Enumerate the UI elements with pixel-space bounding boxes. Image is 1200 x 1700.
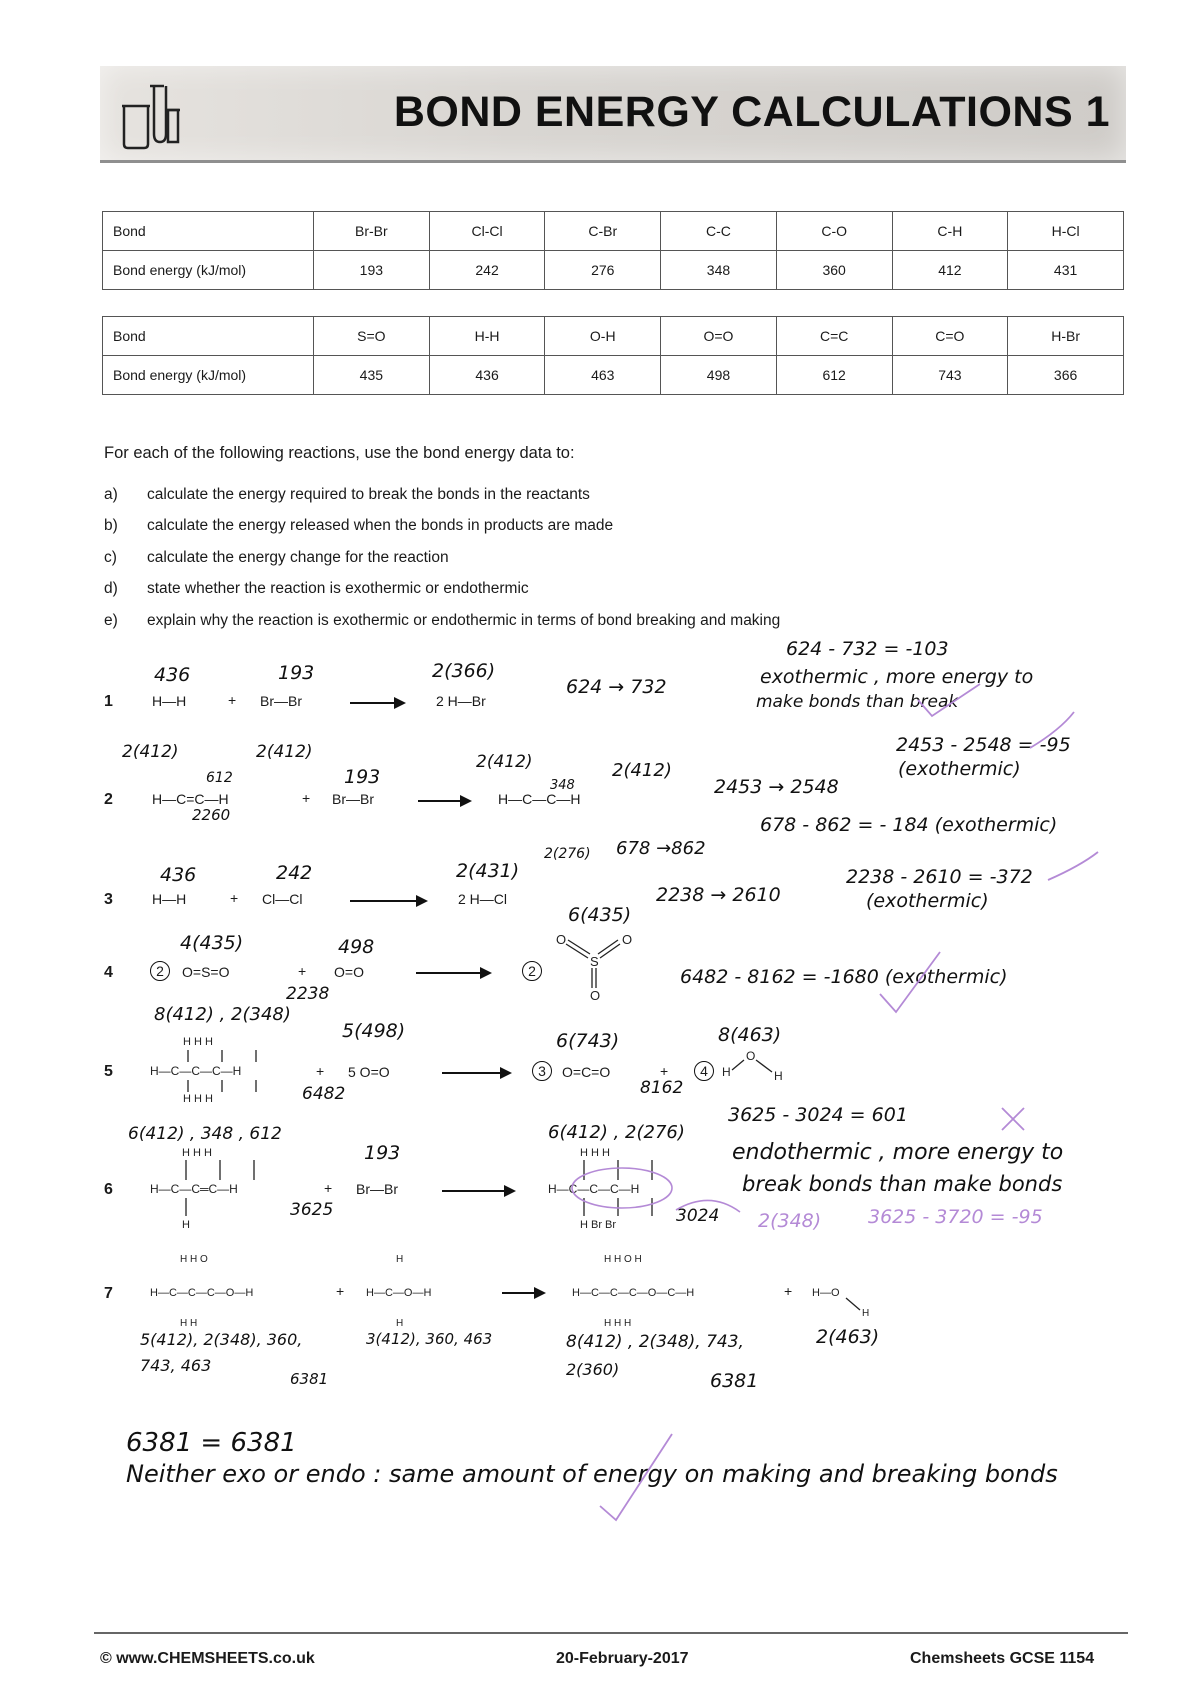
svg-text:H: H bbox=[722, 1065, 731, 1079]
table-cell: C-C bbox=[661, 212, 777, 251]
svg-text:H H H: H H H bbox=[580, 1147, 610, 1159]
plus-sign: + bbox=[784, 1283, 793, 1299]
handwritten-note: endothermic , more energy to bbox=[732, 1140, 1064, 1165]
conclusion-line-1: 6381 = 6381 bbox=[126, 1428, 297, 1458]
svg-text:H: H bbox=[396, 1318, 404, 1329]
footer-divider bbox=[94, 1632, 1128, 1634]
table-cell: H-H bbox=[429, 317, 545, 356]
svg-text:H H: H H bbox=[180, 1318, 198, 1329]
table-cell: S=O bbox=[314, 317, 430, 356]
handwritten-note: 5(412), 2(348), 360, bbox=[140, 1330, 303, 1349]
handwritten-note: 193 bbox=[278, 662, 315, 684]
table-cell: C=O bbox=[892, 317, 1008, 356]
table-cell: C-O bbox=[776, 212, 892, 251]
handwritten-note: 436 bbox=[160, 864, 197, 886]
handwritten-note: 2(348) bbox=[758, 1210, 822, 1232]
svg-text:H—C—C—C—O—C—H: H—C—C—C—O—C—H bbox=[572, 1287, 695, 1299]
table-cell: 242 bbox=[429, 251, 545, 290]
reaction-number: 1 bbox=[104, 693, 113, 710]
plus-sign: + bbox=[336, 1283, 345, 1299]
table-cell: 436 bbox=[429, 356, 545, 395]
table-cell: 498 bbox=[661, 356, 777, 395]
plus-sign: + bbox=[228, 692, 237, 708]
reactant: Cl—Cl bbox=[262, 891, 303, 907]
svg-text:H—C—C═C—H: H—C—C═C—H bbox=[150, 1182, 238, 1196]
svg-text:S: S bbox=[590, 954, 599, 969]
table-cell: 612 bbox=[776, 356, 892, 395]
table-cell: 276 bbox=[545, 251, 661, 290]
handwritten-note: 678 - 862 = - 184 (exothermic) bbox=[760, 814, 1058, 836]
svg-text:H H O H: H H O H bbox=[604, 1254, 642, 1265]
table-cell: 743 bbox=[892, 356, 1008, 395]
reaction-number: 7 bbox=[104, 1285, 113, 1302]
handwritten-note: 8(412) , 2(348), 743, bbox=[566, 1332, 744, 1352]
plus-sign: + bbox=[316, 1063, 325, 1079]
footer-copyright: © www.CHEMSHEETS.co.uk bbox=[100, 1650, 315, 1667]
reactant: O=S=O bbox=[182, 964, 230, 980]
coefficient-circle: 4 bbox=[694, 1061, 714, 1081]
footer-date: 20-February-2017 bbox=[556, 1650, 689, 1667]
product: O=C=O bbox=[562, 1064, 611, 1080]
handwritten-note: 612 bbox=[206, 770, 233, 786]
handwritten-note: 2453 - 2548 = -95 bbox=[896, 734, 1071, 756]
handwritten-note: 3625 - 3720 = -95 bbox=[868, 1206, 1043, 1228]
table-cell: 435 bbox=[314, 356, 430, 395]
handwritten-note: 348 bbox=[550, 778, 575, 793]
handwritten-note: break bonds than make bonds bbox=[742, 1172, 1063, 1196]
reactant: Br—Br bbox=[356, 1181, 398, 1197]
handwritten-note: 436 bbox=[154, 664, 191, 686]
handwritten-note: 2(412) bbox=[476, 752, 533, 772]
handwritten-note: 6(435) bbox=[568, 904, 632, 926]
table-cell: 193 bbox=[314, 251, 430, 290]
product: H—C—C—H bbox=[498, 791, 581, 807]
product: 2 H—Br bbox=[436, 693, 486, 709]
table-cell: H-Cl bbox=[1008, 212, 1124, 251]
handwritten-note: 193 bbox=[344, 766, 381, 788]
svg-text:O: O bbox=[556, 932, 567, 947]
handwritten-note: make bonds than break bbox=[756, 692, 959, 712]
table-cell: 366 bbox=[1008, 356, 1124, 395]
reactant: H—C=C—H bbox=[152, 791, 229, 807]
footer-code: Chemsheets GCSE 1154 bbox=[910, 1650, 1095, 1667]
handwritten-note: 6(412) , 2(276) bbox=[548, 1122, 685, 1143]
handwritten-note: 6(412) , 348 , 612 bbox=[128, 1124, 282, 1144]
handwritten-note: 8162 bbox=[640, 1078, 684, 1098]
svg-text:H Br Br: H Br Br bbox=[580, 1219, 617, 1231]
svg-text:H H H: H H H bbox=[183, 1036, 213, 1048]
svg-text:H H H: H H H bbox=[604, 1318, 632, 1329]
svg-text:O: O bbox=[746, 1049, 756, 1063]
reaction-number: 6 bbox=[104, 1181, 113, 1198]
row-label-energy: Bond energy (kJ/mol) bbox=[103, 251, 314, 290]
handwritten-note: 2238 → 2610 bbox=[656, 884, 781, 906]
handwritten-note: 6381 bbox=[710, 1370, 759, 1392]
svg-text:H: H bbox=[862, 1308, 870, 1319]
handwritten-note: 2(463) bbox=[816, 1326, 880, 1348]
handwritten-note: 2(431) bbox=[456, 860, 520, 882]
svg-text:O: O bbox=[590, 988, 601, 1003]
handwritten-note: 2(360) bbox=[566, 1360, 620, 1379]
handwritten-note: 2238 bbox=[286, 984, 330, 1004]
reactant: H—H bbox=[152, 891, 187, 907]
svg-text:H: H bbox=[182, 1219, 190, 1231]
handwritten-note: exothermic , more energy to bbox=[760, 666, 1034, 688]
reaction-number: 3 bbox=[104, 891, 113, 908]
reactant: Br—Br bbox=[332, 791, 374, 807]
table-cell: 360 bbox=[776, 251, 892, 290]
row-label-energy: Bond energy (kJ/mol) bbox=[103, 356, 314, 395]
instructions-intro: For each of the following reactions, use the bond energy data to: bbox=[104, 444, 575, 462]
handwritten-note: 193 bbox=[364, 1142, 401, 1164]
reactant: Br—Br bbox=[260, 693, 302, 709]
table-cell: O-H bbox=[545, 317, 661, 356]
handwritten-note: 8(463) bbox=[718, 1024, 782, 1046]
handwritten-note: 678 →862 bbox=[616, 838, 706, 859]
coefficient-circle: 2 bbox=[150, 961, 170, 981]
table-cell: H-Br bbox=[1008, 317, 1124, 356]
table-cell: Br-Br bbox=[314, 212, 430, 251]
plus-sign: + bbox=[302, 790, 311, 806]
handwritten-note: 498 bbox=[338, 936, 375, 958]
svg-text:H: H bbox=[774, 1069, 783, 1083]
svg-text:H: H bbox=[396, 1254, 404, 1265]
svg-text:H—C—C—C—H: H—C—C—C—H bbox=[548, 1182, 640, 1196]
handwritten-note: 4(435) bbox=[180, 932, 244, 954]
handwritten-note: 5(498) bbox=[342, 1020, 406, 1042]
product: 2 H—Cl bbox=[458, 891, 508, 907]
handwritten-note: 3625 bbox=[290, 1200, 334, 1220]
reaction-number: 2 bbox=[104, 791, 113, 808]
coefficient-circle: 3 bbox=[532, 1061, 552, 1081]
page-title: BOND ENERGY CALCULATIONS 1 bbox=[393, 88, 1110, 136]
row-label-bond: Bond bbox=[103, 212, 314, 251]
table-cell: C-H bbox=[892, 212, 1008, 251]
handwritten-note: 8(412) , 2(348) bbox=[154, 1004, 291, 1025]
handwritten-note: 3024 bbox=[676, 1206, 720, 1226]
table-cell: 412 bbox=[892, 251, 1008, 290]
table-cell: C-Br bbox=[545, 212, 661, 251]
row-label-bond: Bond bbox=[103, 317, 314, 356]
handwritten-note: (exothermic) bbox=[866, 890, 989, 912]
svg-text:H—O: H—O bbox=[812, 1287, 840, 1299]
handwritten-note: 743, 463 bbox=[140, 1356, 212, 1375]
handwritten-note: (exothermic) bbox=[898, 758, 1021, 780]
plus-sign: + bbox=[660, 1063, 669, 1079]
svg-text:H H O: H H O bbox=[180, 1254, 208, 1265]
reaction-number: 4 bbox=[104, 964, 113, 981]
reactant: O=O bbox=[334, 964, 364, 980]
svg-text:H H H: H H H bbox=[183, 1093, 213, 1105]
svg-text:O: O bbox=[622, 932, 633, 947]
handwritten-note: 2(366) bbox=[432, 660, 496, 682]
handwritten-note: 2260 bbox=[192, 806, 231, 824]
handwritten-note: 2453 → 2548 bbox=[714, 776, 839, 798]
table-cell: 348 bbox=[661, 251, 777, 290]
table-cell: O=O bbox=[661, 317, 777, 356]
svg-text:H H H: H H H bbox=[182, 1147, 212, 1159]
handwritten-note: 6(743) bbox=[556, 1030, 620, 1052]
plus-sign: + bbox=[298, 963, 307, 979]
svg-text:H—C—C—C—H: H—C—C—C—H bbox=[150, 1064, 242, 1078]
svg-text:H—C—C—C—O—H: H—C—C—C—O—H bbox=[150, 1287, 254, 1299]
table-cell: C=C bbox=[776, 317, 892, 356]
svg-text:H—C—O—H: H—C—O—H bbox=[366, 1287, 432, 1299]
reactant: 5 O=O bbox=[348, 1064, 390, 1080]
handwritten-note: 624 - 732 = -103 bbox=[786, 638, 949, 660]
coefficient-circle: 2 bbox=[522, 961, 542, 981]
handwritten-note: 3(412), 360, 463 bbox=[366, 1330, 493, 1348]
handwritten-note: 6482 - 8162 = -1680 (exothermic) bbox=[680, 966, 1008, 988]
handwritten-note: 242 bbox=[276, 862, 313, 884]
handwritten-note: 2(276) bbox=[544, 846, 591, 862]
plus-sign: + bbox=[324, 1180, 333, 1196]
reaction-number: 5 bbox=[104, 1063, 113, 1080]
reactant: H—H bbox=[152, 693, 187, 709]
handwritten-note: 6482 bbox=[302, 1084, 346, 1104]
conclusion-line-2: Neither exo or endo : same amount of energy on making and breaking bonds bbox=[126, 1460, 1058, 1488]
handwritten-note: 6381 bbox=[290, 1370, 329, 1388]
handwritten-note: 2238 - 2610 = -372 bbox=[846, 866, 1033, 888]
table-cell: 463 bbox=[545, 356, 661, 395]
handwritten-note: 2(412) bbox=[256, 742, 313, 762]
plus-sign: + bbox=[230, 890, 239, 906]
table-cell: Cl-Cl bbox=[429, 212, 545, 251]
table-cell: 431 bbox=[1008, 251, 1124, 290]
handwritten-note: 624 → 732 bbox=[566, 676, 667, 698]
handwritten-note: 2(412) bbox=[122, 742, 179, 762]
handwritten-note: 2(412) bbox=[612, 760, 672, 781]
handwritten-note: 3625 - 3024 = 601 bbox=[728, 1104, 908, 1126]
